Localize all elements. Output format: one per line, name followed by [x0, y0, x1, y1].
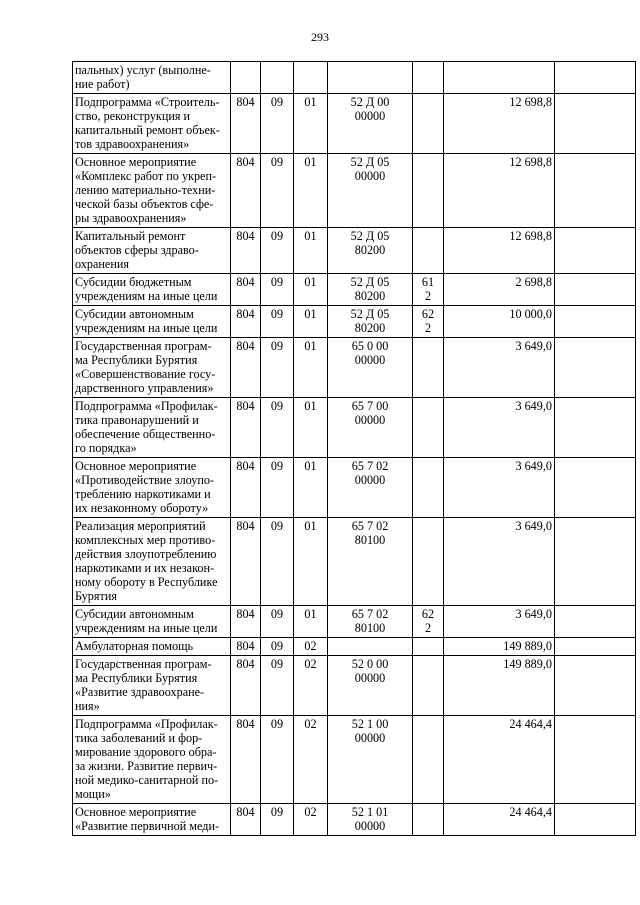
ministry-code-cell — [231, 62, 261, 94]
expense-type-cell — [413, 338, 444, 398]
row-name-cell: Государственная програм- ма Республики Бурятия «Совершенствование госу- дарственного управления» — [73, 338, 231, 398]
empty-cell — [555, 94, 636, 154]
page-number: 293 — [311, 30, 329, 44]
table-row — [73, 716, 636, 804]
table-row — [73, 338, 636, 398]
table-row — [73, 398, 636, 458]
row-name-cell: Подпрограмма «Строитель- ство, реконструкция и капитальный ремонт объек- тов здравоохранения» — [73, 94, 231, 154]
budget-table — [72, 61, 636, 836]
subsection-cell: 01 — [294, 228, 328, 274]
expense-type-cell: 61 2 — [413, 274, 444, 306]
empty-cell — [555, 228, 636, 274]
amount-cell: 24 464,4 — [444, 804, 555, 836]
ministry-code-cell: 804 — [231, 306, 261, 338]
target-article-cell: 52 Д 05 80200 — [328, 228, 413, 274]
expense-type-cell — [413, 228, 444, 274]
row-name-cell: Государственная програм- ма Республики Бурятия «Развитие здравоохране- ния» — [73, 656, 231, 716]
empty-cell — [555, 518, 636, 606]
target-article-cell: 52 0 00 00000 — [328, 656, 413, 716]
row-name-cell: Капитальный ремонт объектов сферы здраво- охранения — [73, 228, 231, 274]
amount-cell: 12 698,8 — [444, 154, 555, 228]
table-row — [73, 154, 636, 228]
expense-type-cell — [413, 804, 444, 836]
empty-cell — [555, 154, 636, 228]
section-cell: 09 — [261, 306, 294, 338]
subsection-cell: 01 — [294, 154, 328, 228]
ministry-code-cell: 804 — [231, 518, 261, 606]
empty-cell — [555, 398, 636, 458]
table-row — [73, 306, 636, 338]
table-row — [73, 638, 636, 656]
expense-type-cell: 62 2 — [413, 306, 444, 338]
section-cell: 09 — [261, 228, 294, 274]
subsection-cell — [294, 62, 328, 94]
section-cell: 09 — [261, 716, 294, 804]
section-cell: 09 — [261, 154, 294, 228]
empty-cell — [555, 638, 636, 656]
section-cell: 09 — [261, 94, 294, 154]
subsection-cell: 01 — [294, 306, 328, 338]
target-article-cell: 65 7 00 00000 — [328, 398, 413, 458]
table-row — [73, 274, 636, 306]
ministry-code-cell: 804 — [231, 458, 261, 518]
amount-cell: 149 889,0 — [444, 638, 555, 656]
target-article-cell: 65 0 00 00000 — [328, 338, 413, 398]
target-article-cell — [328, 638, 413, 656]
section-cell: 09 — [261, 338, 294, 398]
amount-cell: 10 000,0 — [444, 306, 555, 338]
row-name-cell: Субсидии автономным учреждениям на иные цели — [73, 606, 231, 638]
row-name-cell: Основное мероприятие «Противодействие злоупо- треблению наркотиками и их незаконному обороту» — [73, 458, 231, 518]
subsection-cell: 01 — [294, 274, 328, 306]
ministry-code-cell: 804 — [231, 606, 261, 638]
row-name-cell: Подпрограмма «Профилак- тика заболеваний и фор- мирование здорового обра- за жизни. Развитие первич- ной медико-санитарной по- мощи» — [73, 716, 231, 804]
amount-cell: 2 698,8 — [444, 274, 555, 306]
ministry-code-cell: 804 — [231, 94, 261, 154]
amount-cell: 3 649,0 — [444, 458, 555, 518]
subsection-cell: 02 — [294, 716, 328, 804]
table-row — [73, 804, 636, 836]
ministry-code-cell: 804 — [231, 154, 261, 228]
target-article-cell: 52 Д 00 00000 — [328, 94, 413, 154]
expense-type-cell — [413, 62, 444, 94]
ministry-code-cell: 804 — [231, 228, 261, 274]
expense-type-cell — [413, 398, 444, 458]
section-cell — [261, 62, 294, 94]
amount-cell: 12 698,8 — [444, 94, 555, 154]
subsection-cell: 02 — [294, 804, 328, 836]
table-row — [73, 94, 636, 154]
ministry-code-cell: 804 — [231, 716, 261, 804]
amount-cell: 149 889,0 — [444, 656, 555, 716]
expense-type-cell — [413, 154, 444, 228]
target-article-cell: 52 Д 05 80200 — [328, 306, 413, 338]
section-cell: 09 — [261, 606, 294, 638]
row-name-cell: Субсидии бюджетным учреждениям на иные цели — [73, 274, 231, 306]
table-row — [73, 606, 636, 638]
section-cell: 09 — [261, 518, 294, 606]
expense-type-cell: 62 2 — [413, 606, 444, 638]
target-article-cell: 52 1 00 00000 — [328, 716, 413, 804]
expense-type-cell — [413, 94, 444, 154]
empty-cell — [555, 656, 636, 716]
table-row — [73, 458, 636, 518]
empty-cell — [555, 274, 636, 306]
section-cell: 09 — [261, 458, 294, 518]
row-name-cell: Подпрограмма «Профилак- тика правонарушений и обеспечение общественно- го порядка» — [73, 398, 231, 458]
subsection-cell: 01 — [294, 94, 328, 154]
empty-cell — [555, 804, 636, 836]
empty-cell — [555, 62, 636, 94]
section-cell: 09 — [261, 804, 294, 836]
amount-cell: 3 649,0 — [444, 606, 555, 638]
empty-cell — [555, 606, 636, 638]
target-article-cell: 52 1 01 00000 — [328, 804, 413, 836]
subsection-cell: 02 — [294, 638, 328, 656]
ministry-code-cell: 804 — [231, 398, 261, 458]
subsection-cell: 01 — [294, 458, 328, 518]
target-article-cell: 52 Д 05 80200 — [328, 274, 413, 306]
amount-cell: 12 698,8 — [444, 228, 555, 274]
row-name-cell: пальных) услуг (выполне- ние работ) — [73, 62, 231, 94]
subsection-cell: 01 — [294, 606, 328, 638]
ministry-code-cell: 804 — [231, 656, 261, 716]
row-name-cell: Основное мероприятие «Комплекс работ по укреп- лению материально-техни- ческой базы объектов сфе- ры здравоохранения» — [73, 154, 231, 228]
subsection-cell: 02 — [294, 656, 328, 716]
expense-type-cell — [413, 656, 444, 716]
row-name-cell: Субсидии автономным учреждениям на иные цели — [73, 306, 231, 338]
ministry-code-cell: 804 — [231, 638, 261, 656]
target-article-cell: 52 Д 05 00000 — [328, 154, 413, 228]
empty-cell — [555, 338, 636, 398]
target-article-cell: 65 7 02 80100 — [328, 606, 413, 638]
amount-cell: 3 649,0 — [444, 518, 555, 606]
target-article-cell: 65 7 02 00000 — [328, 458, 413, 518]
row-name-cell: Реализация мероприятий комплексных мер противо- действия злоупотреблению наркотиками и их незакон- ному обороту в Республике Бурятия — [73, 518, 231, 606]
subsection-cell: 01 — [294, 338, 328, 398]
table-row — [73, 228, 636, 274]
empty-cell — [555, 306, 636, 338]
section-cell: 09 — [261, 274, 294, 306]
row-name-cell: Основное мероприятие «Развитие первичной меди- — [73, 804, 231, 836]
subsection-cell: 01 — [294, 518, 328, 606]
table-row — [73, 62, 636, 94]
amount-cell: 3 649,0 — [444, 338, 555, 398]
amount-cell: 24 464,4 — [444, 716, 555, 804]
ministry-code-cell: 804 — [231, 804, 261, 836]
subsection-cell: 01 — [294, 398, 328, 458]
amount-cell: 3 649,0 — [444, 398, 555, 458]
section-cell: 09 — [261, 398, 294, 458]
section-cell: 09 — [261, 656, 294, 716]
expense-type-cell — [413, 518, 444, 606]
table-row — [73, 518, 636, 606]
expense-type-cell — [413, 458, 444, 518]
target-article-cell: 65 7 02 80100 — [328, 518, 413, 606]
row-name-cell: Амбулаторная помощь — [73, 638, 231, 656]
expense-type-cell — [413, 638, 444, 656]
expense-type-cell — [413, 716, 444, 804]
amount-cell — [444, 62, 555, 94]
empty-cell — [555, 716, 636, 804]
table-row — [73, 656, 636, 716]
target-article-cell — [328, 62, 413, 94]
ministry-code-cell: 804 — [231, 338, 261, 398]
ministry-code-cell: 804 — [231, 274, 261, 306]
empty-cell — [555, 458, 636, 518]
section-cell: 09 — [261, 638, 294, 656]
